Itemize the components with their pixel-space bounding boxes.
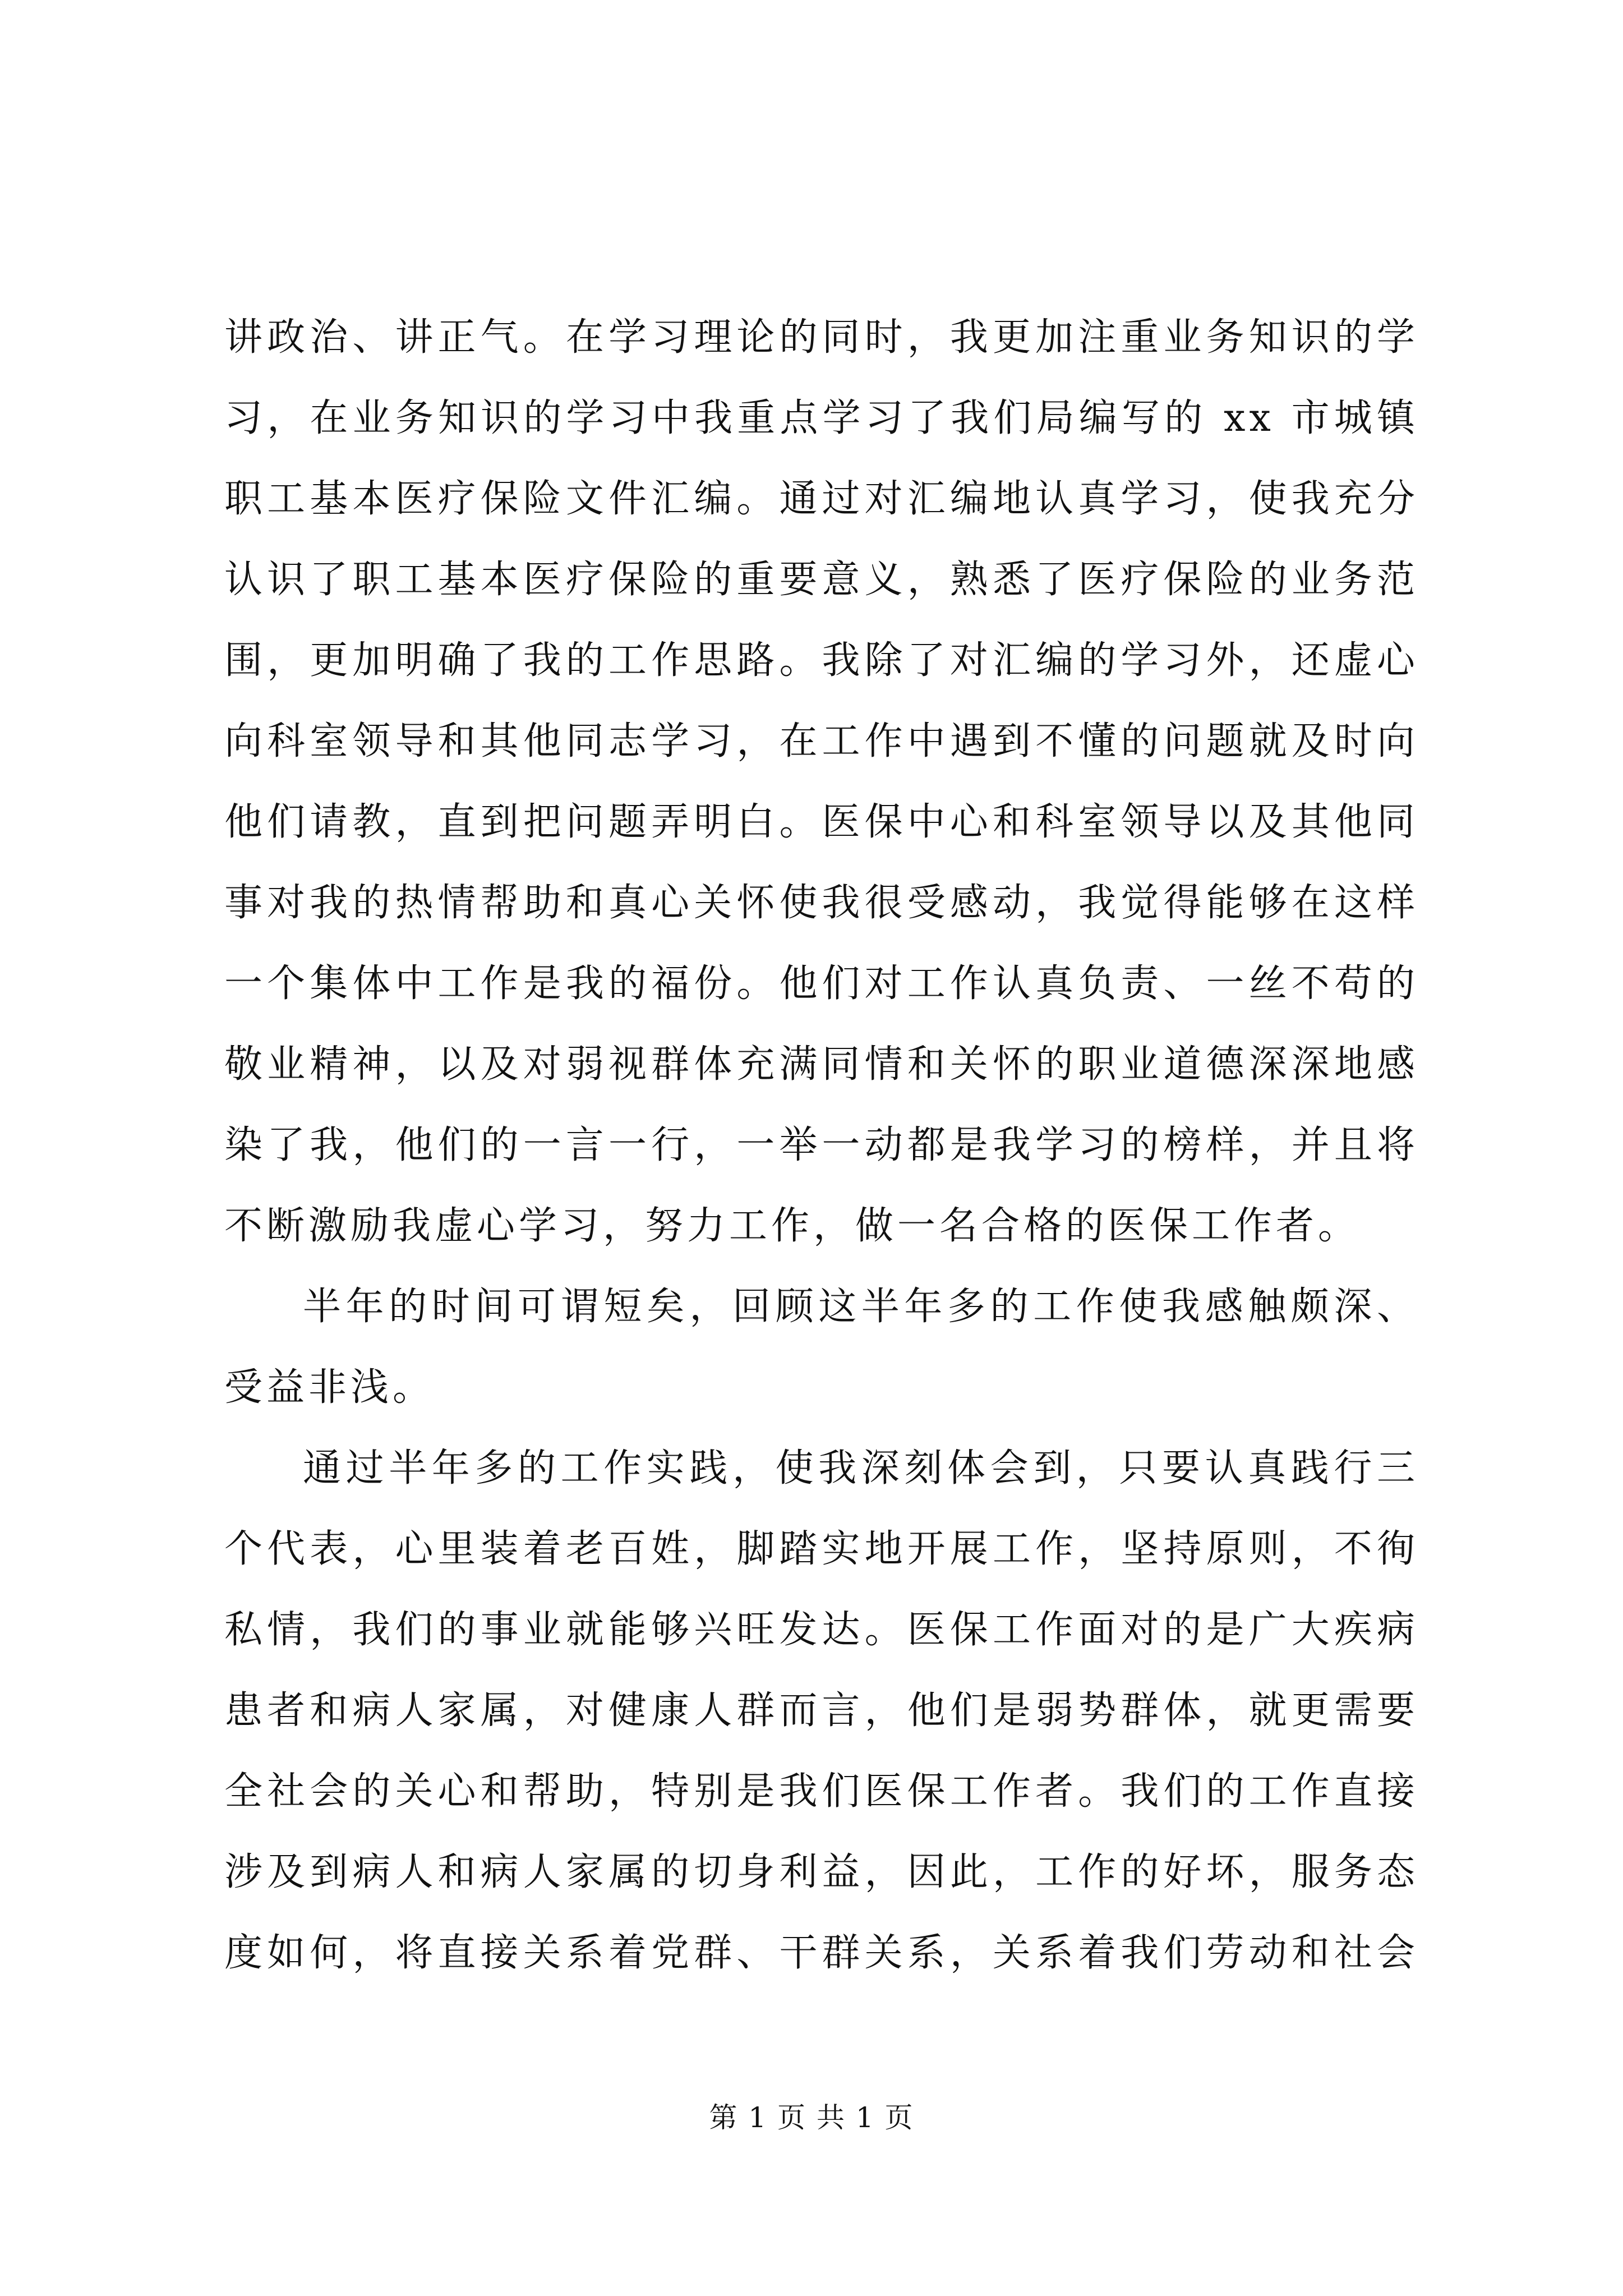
document-body (224, 297, 1419, 1994)
text-line: 患者和病人家属，对健康人群而言，他们是弱势群体，就更需要 (224, 1688, 1419, 1733)
text-line: 涉及到病人和病人家属的切身利益，因此，工作的好坏，服务态 (224, 1850, 1419, 1894)
text-line: 围，更加明确了我的工作思路。我除了对汇编的学习外，还虚心 (224, 638, 1419, 683)
text-line: 敬业精神，以及对弱视群体充满同情和关怀的职业道德深深地感 (224, 1042, 1419, 1087)
text-line: 度如何，将直接关系着党群、干群关系，关系着我们劳动和社会 (224, 1931, 1419, 1975)
paragraph-first-line: 通过半年多的工作实践，使我深刻体会到，只要认真践行三 (303, 1446, 1419, 1490)
text-line: 私情，我们的事业就能够兴旺发达。医保工作面对的是广大疾病 (224, 1608, 1419, 1652)
text-line: 他们请教，直到把问题弄明白。医保中心和科室领导以及其他同 (224, 800, 1419, 844)
text-line: 全社会的关心和帮助，特别是我们医保工作者。我们的工作直接 (224, 1769, 1419, 1814)
text-line: 讲政治、讲正气。在学习理论的同时，我更加注重业务知识的学 (224, 315, 1419, 360)
text-line: 事对我的热情帮助和真心关怀使我很受感动，我觉得能够在这样 (224, 881, 1419, 925)
text-line: 向科室领导和其他同志学习，在工作中遇到不懂的问题就及时向 (224, 719, 1419, 763)
page-footer: 第 1 页 共 1 页 (709, 2101, 914, 2134)
text-line: 受益非浅。 (224, 1365, 435, 1410)
text-line: 一个集体中工作是我的福份。他们对工作认真负责、一丝不苟的 (224, 961, 1419, 1006)
paragraph-first-line: 半年的时间可谓短矣，回顾这半年多的工作使我感触颇深、 (303, 1285, 1419, 1329)
text-line: 染了我，他们的一言一行，一举一动都是我学习的榜样，并且将 (224, 1123, 1419, 1167)
text-line: 不断激励我虚心学习，努力工作，做一名合格的医保工作者。 (224, 1204, 1361, 1248)
text-line: 认识了职工基本医疗保险的重要意义，熟悉了医疗保险的业务范 (224, 558, 1419, 602)
text-line: 习，在业务知识的学习中我重点学习了我们局编写的 xx 市城镇 (224, 396, 1419, 440)
text-line: 个代表，心里装着老百姓，脚踏实地开展工作，坚持原则，不徇 (224, 1527, 1419, 1571)
text-line: 职工基本医疗保险文件汇编。通过对汇编地认真学习，使我充分 (224, 477, 1419, 521)
